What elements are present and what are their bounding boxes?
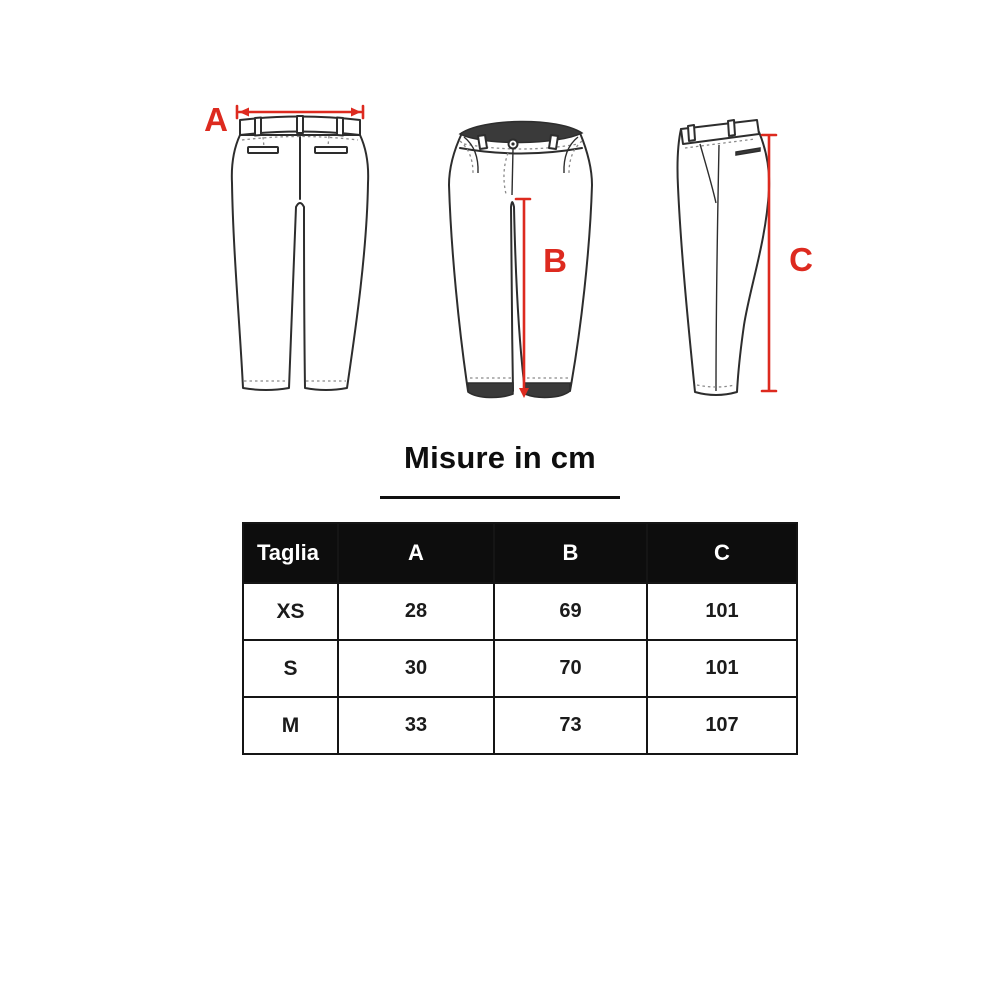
- back-pocket-welt: [248, 147, 278, 153]
- value-cell: 101: [648, 641, 796, 696]
- title-underline: [380, 496, 620, 499]
- page-title: Misure in cm: [404, 440, 596, 475]
- back-pocket-welt: [315, 147, 347, 153]
- value-cell: 69: [495, 584, 646, 639]
- pants-side-view-diagram: [660, 95, 830, 410]
- size-cell: S: [244, 641, 337, 696]
- col-header-b: B: [495, 524, 646, 582]
- value-cell: 33: [339, 698, 493, 753]
- value-cell: 30: [339, 641, 493, 696]
- belt-loop: [337, 118, 343, 136]
- belt-loop: [688, 125, 695, 141]
- belt-loop: [549, 135, 558, 149]
- col-header-taglia: Taglia: [244, 524, 337, 582]
- col-header-a: A: [339, 524, 493, 582]
- value-cell: 70: [495, 641, 646, 696]
- belt-loop: [297, 116, 303, 133]
- measure-label-c: C: [789, 241, 813, 278]
- measure-label-a: A: [204, 101, 228, 138]
- belt-loop: [478, 135, 487, 149]
- size-cell: M: [244, 698, 337, 753]
- measure-label-b: B: [543, 242, 567, 279]
- size-table: [242, 522, 798, 755]
- value-cell: 101: [648, 584, 796, 639]
- belt-loop: [255, 118, 261, 136]
- size-cell: XS: [244, 584, 337, 639]
- col-header-c: C: [648, 524, 796, 582]
- value-cell: 107: [648, 698, 796, 753]
- belt-loop: [728, 120, 735, 136]
- pants-back-view-diagram: [180, 95, 390, 410]
- pants-front-view-diagram: [440, 95, 620, 410]
- value-cell: 73: [495, 698, 646, 753]
- value-cell: 28: [339, 584, 493, 639]
